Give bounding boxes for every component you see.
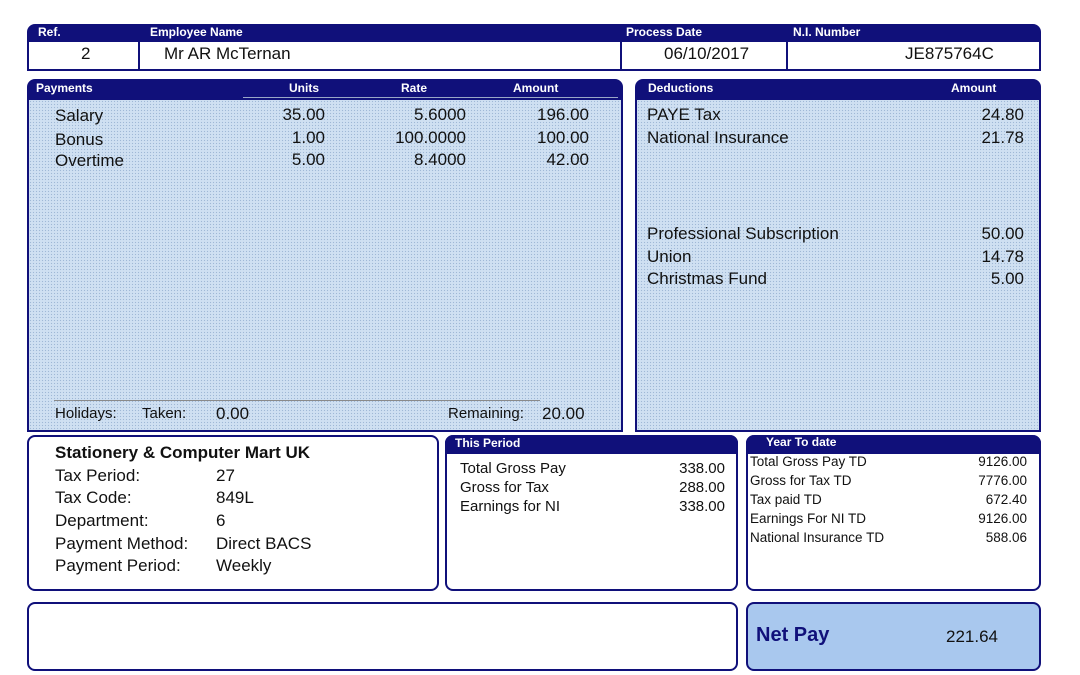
- company-info-value: 27: [216, 466, 235, 485]
- notes-box: [27, 602, 738, 671]
- company-info-label: Tax Period:: [55, 466, 141, 485]
- payments-col-units: Units: [289, 81, 319, 95]
- company-info-label: Payment Method:: [55, 534, 189, 553]
- ytd-value: 7776.00: [978, 473, 1027, 488]
- this-period-value: 338.00: [679, 498, 725, 515]
- payment-units: 35.00: [282, 105, 325, 124]
- payment-amount: 100.00: [537, 128, 589, 147]
- this-period-label: Earnings for NI: [460, 498, 561, 515]
- this-period-label: Gross for Tax: [460, 479, 549, 496]
- this-period-label: Total Gross Pay: [460, 460, 566, 477]
- ytd-label: Total Gross Pay TD: [750, 454, 867, 469]
- deductions-col-amount: Amount: [951, 81, 997, 95]
- this-period-title: This Period: [455, 436, 521, 450]
- employee-name-value: Mr AR McTernan: [164, 44, 291, 63]
- payment-name: Overtime: [55, 151, 124, 170]
- ytd-label: Earnings For NI TD: [750, 511, 867, 526]
- company-info-label: Payment Period:: [55, 556, 181, 575]
- ytd-value: 9126.00: [978, 511, 1027, 526]
- net-pay-label: Net Pay: [756, 624, 830, 646]
- payments-panel: [27, 98, 623, 432]
- holidays-label: Holidays:: [55, 405, 117, 422]
- deduction-amount: 50.00: [981, 224, 1024, 243]
- header-divider-3: [786, 42, 788, 69]
- ni-number-label: N.I. Number: [793, 25, 861, 39]
- payments-col-amount: Amount: [513, 81, 559, 95]
- company-info-value: 6: [216, 511, 226, 530]
- deduction-amount: 5.00: [990, 269, 1024, 288]
- ref-value: 2: [81, 44, 91, 63]
- employee-name-label: Employee Name: [150, 25, 243, 39]
- ytd-title: Year To date: [766, 435, 837, 449]
- ytd-label: National Insurance TD: [750, 530, 885, 545]
- ytd-label: Tax paid TD: [750, 492, 822, 507]
- process-date-label: Process Date: [626, 25, 703, 39]
- holidays-remaining-label: Remaining:: [448, 405, 524, 422]
- holidays-taken-label: Taken:: [142, 405, 187, 422]
- ytd-value: 588.06: [985, 530, 1027, 545]
- payment-units: 1.00: [291, 128, 325, 147]
- net-pay-value: 221.64: [946, 627, 998, 646]
- deduction-amount: 21.78: [981, 128, 1024, 147]
- company-info-value: Direct BACS: [216, 534, 312, 553]
- ytd-value: 9126.00: [978, 454, 1027, 469]
- process-date-value: 06/10/2017: [664, 44, 750, 63]
- holidays-taken-value: 0.00: [216, 404, 250, 423]
- deduction-name: PAYE Tax: [647, 105, 721, 124]
- ni-number-value: JE875764C: [905, 44, 994, 63]
- company-info-label: Department:: [55, 511, 149, 530]
- ytd-value: 672.40: [985, 492, 1027, 507]
- deduction-amount: 24.80: [981, 105, 1024, 124]
- payment-rate: 5.6000: [414, 105, 466, 124]
- payment-name: Bonus: [55, 130, 104, 149]
- payment-rate: 100.0000: [395, 128, 466, 147]
- company-name: Stationery & Computer Mart UK: [55, 443, 311, 462]
- holidays-divider: [54, 400, 540, 401]
- company-info-value: Weekly: [216, 556, 272, 575]
- payments-col-rate: Rate: [401, 81, 428, 95]
- header-divider-2: [620, 42, 622, 69]
- ref-label: Ref.: [38, 25, 61, 39]
- this-period-value: 338.00: [679, 460, 725, 477]
- payment-name: Salary: [55, 106, 104, 125]
- payments-title: Payments: [36, 81, 93, 95]
- holidays-remaining-value: 20.00: [542, 404, 585, 423]
- payment-amount: 196.00: [537, 105, 589, 124]
- payment-amount: 42.00: [546, 150, 589, 169]
- company-info-value: 849L: [216, 488, 254, 507]
- deduction-amount: 14.78: [981, 247, 1024, 266]
- deductions-title: Deductions: [648, 81, 714, 95]
- header-divider-1: [138, 42, 140, 69]
- deduction-name: National Insurance: [647, 128, 789, 147]
- deduction-name: Union: [647, 247, 692, 266]
- payment-rate: 8.4000: [414, 150, 466, 169]
- this-period-value: 288.00: [679, 479, 725, 496]
- payment-units: 5.00: [291, 150, 325, 169]
- company-info-label: Tax Code:: [55, 488, 132, 507]
- deduction-name: Professional Subscription: [647, 224, 839, 243]
- deduction-name: Christmas Fund: [647, 269, 767, 288]
- ytd-label: Gross for Tax TD: [750, 473, 852, 488]
